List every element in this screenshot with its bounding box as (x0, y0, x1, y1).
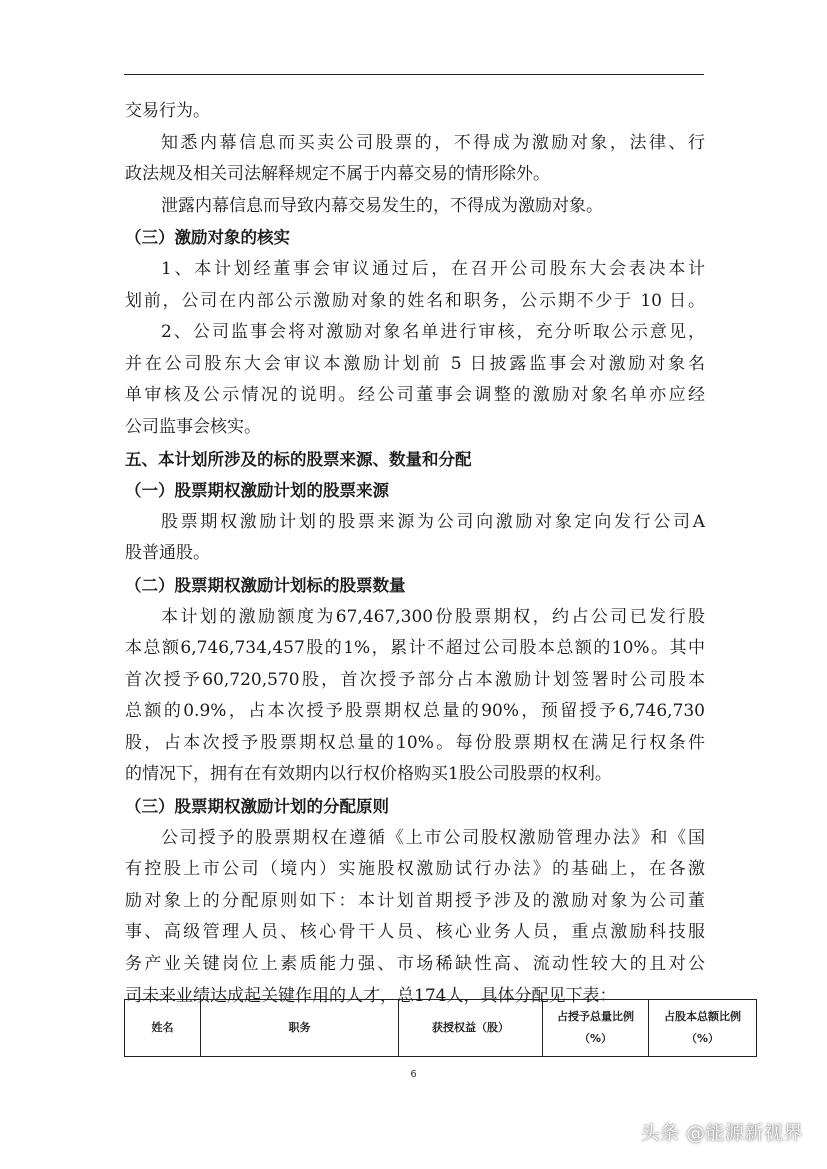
paragraph-line: 2、公司监事会将对激励对象名单进行审核，充分听取公示意见， (161, 322, 705, 343)
paragraph-line: 交易行为。 (125, 101, 210, 121)
section-heading: （三）股票期权激励计划的分配原则 (125, 797, 389, 817)
paragraph-line: 务产业关键岗位上素质能力强、市场稀缺性高、流动性较大的且对公 (125, 954, 705, 975)
paragraph-line: 总额的0.9%，占本次授予股票期权总量的90%，预留授予6,746,730 (125, 701, 705, 722)
header-rule (124, 74, 704, 75)
paragraph-line: 本计划的激励额度为67,467,300份股票期权，约占公司已发行股 (161, 606, 705, 627)
paragraph-line: 股普通股。 (125, 543, 210, 564)
paragraph-line: 司未来业绩达成起关键作用的人才，总174人，具体分配见下表： (125, 985, 617, 1006)
column-header-grant-ratio: 占授予总量比例（%） (543, 1000, 649, 1057)
paragraph-line: 公司授予的股票期权在遵循《上市公司股权激励管理办法》和《国 (161, 827, 705, 848)
column-header-granted-equity: 获授权益（股） (399, 1000, 543, 1057)
paragraph-line: 有控股上市公司（境内）实施股权激励试行办法》的基础上，在各激 (125, 859, 705, 880)
column-header-capital-ratio: 占股本总额比例（%） (649, 1000, 757, 1057)
document-body (125, 96, 705, 1012)
paragraph-line: 政法规及相关司法解释规定不属于内幕交易的情形除外。 (125, 164, 550, 185)
paragraph-line: 单审核及公示情况的说明。经公司董事会调整的激励对象名单亦应经 (125, 385, 705, 406)
section-heading: （三）激励对象的核实 (125, 228, 290, 248)
column-header-name: 姓名 (125, 1000, 201, 1057)
paragraph-line: 本总额6,746,734,457股的1%，累计不超过公司股本总额的10%。其中 (125, 638, 705, 659)
section-heading: （一）股票期权激励计划的股票来源 (125, 481, 389, 501)
table-header-row (125, 1000, 757, 1057)
paragraph-line: 事、高级管理人员、核心骨干人员、核心业务人员，重点激励科技服 (125, 922, 705, 943)
paragraph-line: 泄露内幕信息而导致内幕交易发生的，不得成为激励对象。 (161, 195, 603, 216)
allocation-table (124, 999, 757, 1057)
paragraph-line: 股，占本次授予股票期权总量的10%。每份股票期权在满足行权条件 (125, 732, 705, 753)
paragraph-line: 知悉内幕信息而买卖公司股票的，不得成为激励对象，法律、行 (161, 132, 705, 153)
paragraph-line: 并在公司股东大会审议本激励计划前 5 日披露监事会对激励对象名 (125, 353, 705, 374)
paragraph-line: 划前，公司在内部公示激励对象的姓名和职务，公示期不少于 10 日。 (125, 290, 705, 311)
chapter-heading: 五、本计划所涉及的标的股票来源、数量和分配 (125, 449, 472, 469)
paragraph-line: 的情况下，拥有在有效期内以行权价格购买1股公司股票的权利。 (125, 764, 612, 785)
page-number: 6 (410, 1069, 417, 1080)
paragraph-line: 首次授予60,720,570股，首次授予部分占本激励计划签署时公司股本 (125, 669, 705, 690)
source-watermark: 头条 @能源新视界 (640, 1122, 803, 1144)
paragraph-line: 股票期权激励计划的股票来源为公司向激励对象定向发行公司A (161, 511, 705, 532)
paragraph-line: 公司监事会核实。 (125, 416, 261, 437)
section-heading: （二）股票期权激励计划标的股票数量 (125, 575, 406, 595)
column-header-position: 职务 (201, 1000, 399, 1057)
paragraph-line: 励对象上的分配原则如下：本计划首期授予涉及的激励对象为公司董 (125, 890, 705, 911)
paragraph-line: 1、本计划经董事会审议通过后，在召开公司股东大会表决本计 (161, 258, 705, 279)
